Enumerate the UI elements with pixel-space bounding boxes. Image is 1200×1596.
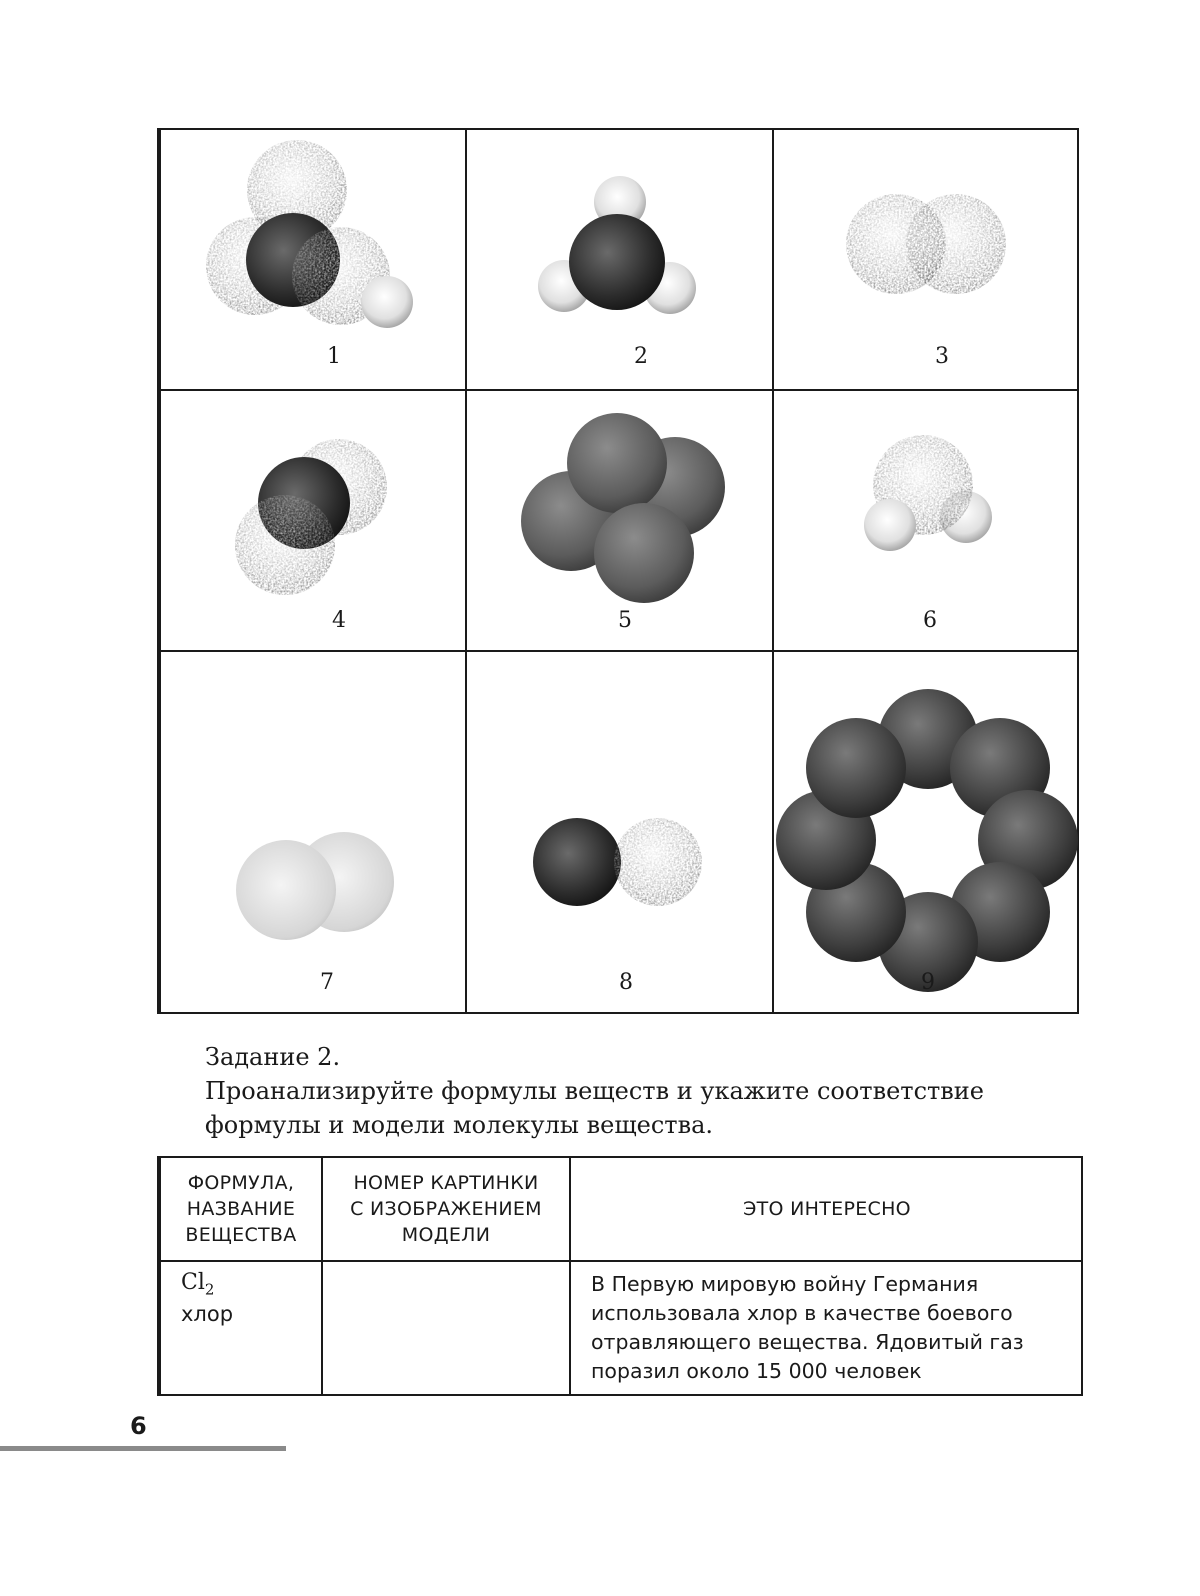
task-text-line-2: формулы и модели молекулы вещества. bbox=[205, 1111, 714, 1139]
model-number-2: 2 bbox=[634, 344, 648, 369]
model-number-6: 6 bbox=[923, 608, 937, 633]
substance-name: хлор bbox=[181, 1302, 234, 1326]
header-picture-number: НОМЕР КАРТИНКИ С ИЗОБРАЖЕНИЕМ МОДЕЛИ bbox=[350, 1172, 542, 1246]
molecule-9-image bbox=[774, 652, 1079, 1012]
interesting-fact: В Первую мировую войну Германия использовала хлор в качестве боевого отравляющего вещества. Ядовитый газ поразил около 15 000 человек bbox=[591, 1272, 1024, 1383]
formula-subscript: 2 bbox=[204, 1280, 215, 1299]
molecule-7-image bbox=[161, 652, 465, 1012]
model-number-3: 3 bbox=[935, 344, 949, 369]
formula-main: Cl bbox=[181, 1270, 205, 1295]
task-text-line-1: Проанализируйте формулы веществ и укажите соответствие bbox=[205, 1077, 985, 1105]
molecule-3-image bbox=[774, 130, 1079, 389]
molecule-model-5 bbox=[467, 391, 772, 650]
molecule-models-grid bbox=[157, 128, 1079, 1014]
molecule-4-image bbox=[161, 391, 465, 650]
model-number-8: 8 bbox=[619, 970, 633, 995]
page-number: 6 bbox=[130, 1412, 147, 1440]
formula-cell bbox=[181, 1270, 214, 1298]
model-number-5: 5 bbox=[618, 608, 632, 633]
molecule-1-image bbox=[161, 130, 465, 389]
molecule-model-4 bbox=[161, 391, 465, 650]
task-block bbox=[205, 1040, 1085, 1142]
molecule-model-1 bbox=[161, 130, 465, 389]
model-number-7: 7 bbox=[320, 970, 334, 995]
molecule-model-6 bbox=[774, 391, 1079, 650]
molecule-8-image bbox=[467, 652, 772, 1012]
header-interesting: ЭТО ИНТЕРЕСНО bbox=[743, 1198, 911, 1220]
picture-number-answer-field[interactable] bbox=[325, 1264, 567, 1394]
page-footer-bar bbox=[0, 1446, 286, 1451]
model-number-9: 9 bbox=[921, 970, 935, 995]
molecule-2-image bbox=[467, 130, 772, 389]
model-number-4: 4 bbox=[332, 608, 346, 633]
molecule-model-3 bbox=[774, 130, 1079, 389]
task-heading: Задание 2. bbox=[205, 1043, 341, 1071]
molecule-model-7 bbox=[161, 652, 465, 1012]
molecule-model-2 bbox=[467, 130, 772, 389]
answer-table bbox=[157, 1156, 1083, 1396]
molecule-model-8 bbox=[467, 652, 772, 1012]
model-number-1: 1 bbox=[327, 344, 341, 369]
molecule-model-9 bbox=[774, 652, 1079, 1012]
header-formula-name: ФОРМУЛА, НАЗВАНИЕ ВЕЩЕСТВА bbox=[185, 1172, 297, 1246]
